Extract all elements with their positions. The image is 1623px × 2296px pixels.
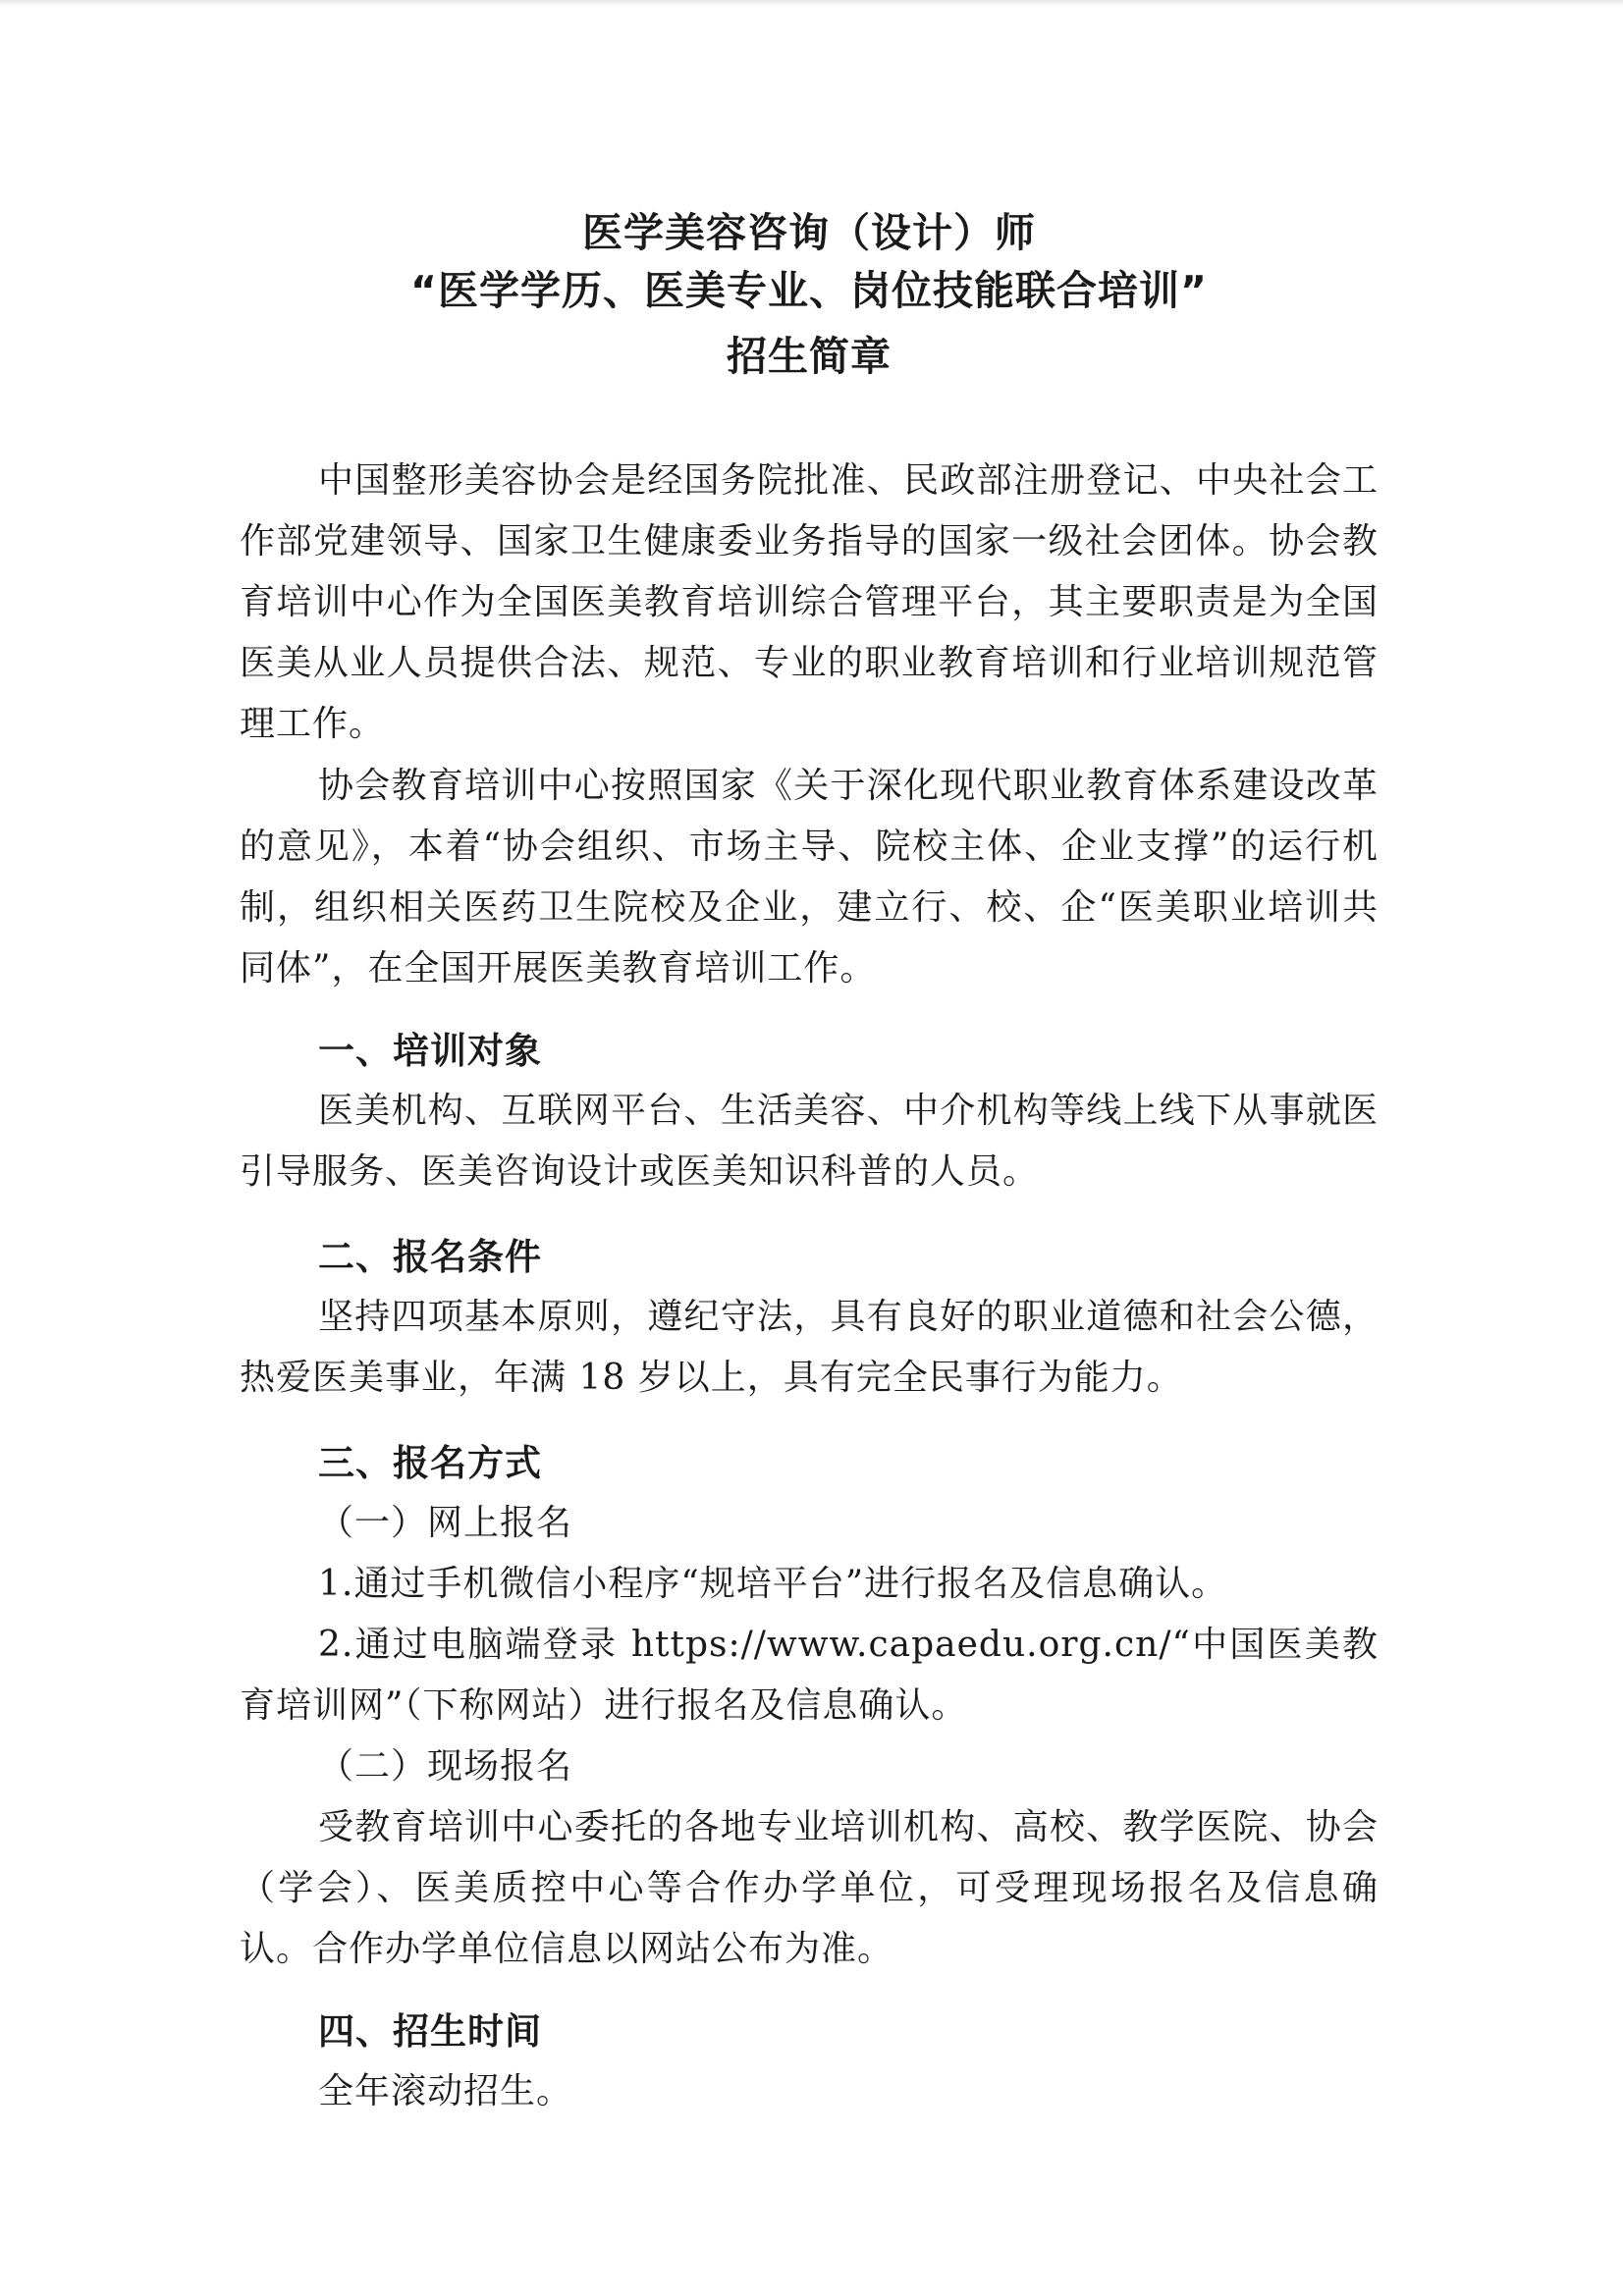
section-body-requirements: 坚持四项基本原则，遵纪守法，具有良好的职业道德和社会公德，热爱医美事业，年满 18 岁以上，具有完全民事行为能力。 — [240, 1297, 1379, 1398]
title-line-2: “医学学历、医美专业、岗位技能联合培训” — [410, 267, 1208, 314]
subheading-onsite-registration: （二）现场报名 — [318, 1746, 573, 1787]
intro-paragraph-2: 协会教育培训中心按照国家《关于深化现代职业教育体系建设改革的意见》，本着“协会组织、市场主导、院校主体、企业支撑”的运行机制，组织相关医药卫生院校及企业，建立行、校、企“医美职业培训共同体”，在全国开展医美教育培训工作。 — [240, 766, 1379, 988]
section-heading-requirements: 二、报名条件 — [318, 1236, 542, 1278]
page-top-edge — [0, 0, 1623, 6]
section-heading-registration: 三、报名方式 — [318, 1442, 542, 1484]
title-line-1: 医学美容咨询（设计）师 — [582, 209, 1036, 256]
registration-item-2: 2.通过电脑端登录 https://www.capaedu.org.cn/“中国医美教育培训网”（下称网站）进行报名及信息确认。 — [240, 1625, 1379, 1726]
intro-paragraph-1: 中国整形美容协会是经国务院批准、民政部注册登记、中央社会工作部党建领导、国家卫生健康委业务指导的国家一级社会团体。协会教育培训中心作为全国医美教育培训综合管理平台，其主要职责是为全国医美从业人员提供合法、规范、专业的职业教育培训和行业培训规范管理工作。 — [240, 460, 1379, 744]
section-heading-enrollment-time: 四、招生时间 — [318, 2010, 542, 2053]
subheading-online-registration: （一）网上报名 — [318, 1503, 573, 1543]
section-heading-training-target: 一、培训对象 — [318, 1030, 542, 1072]
section-body-onsite-registration: 受教育培训中心委托的各地专业培训机构、高校、教学医院、协会（学会）、医美质控中心等合作办学单位，可受理现场报名及信息确认。合作办学单位信息以网站公布为准。 — [240, 1807, 1379, 1969]
registration-item-1: 1.通过手机微信小程序“规培平台”进行报名及信息确认。 — [318, 1564, 1228, 1604]
section-body-enrollment-time: 全年滚动招生。 — [318, 2071, 573, 2111]
section-body-training-target: 医美机构、互联网平台、生活美容、中介机构等线上线下从事就医引导服务、医美咨询设计或医美知识科普的人员。 — [240, 1091, 1379, 1192]
title-line-3: 招生简章 — [727, 333, 892, 380]
